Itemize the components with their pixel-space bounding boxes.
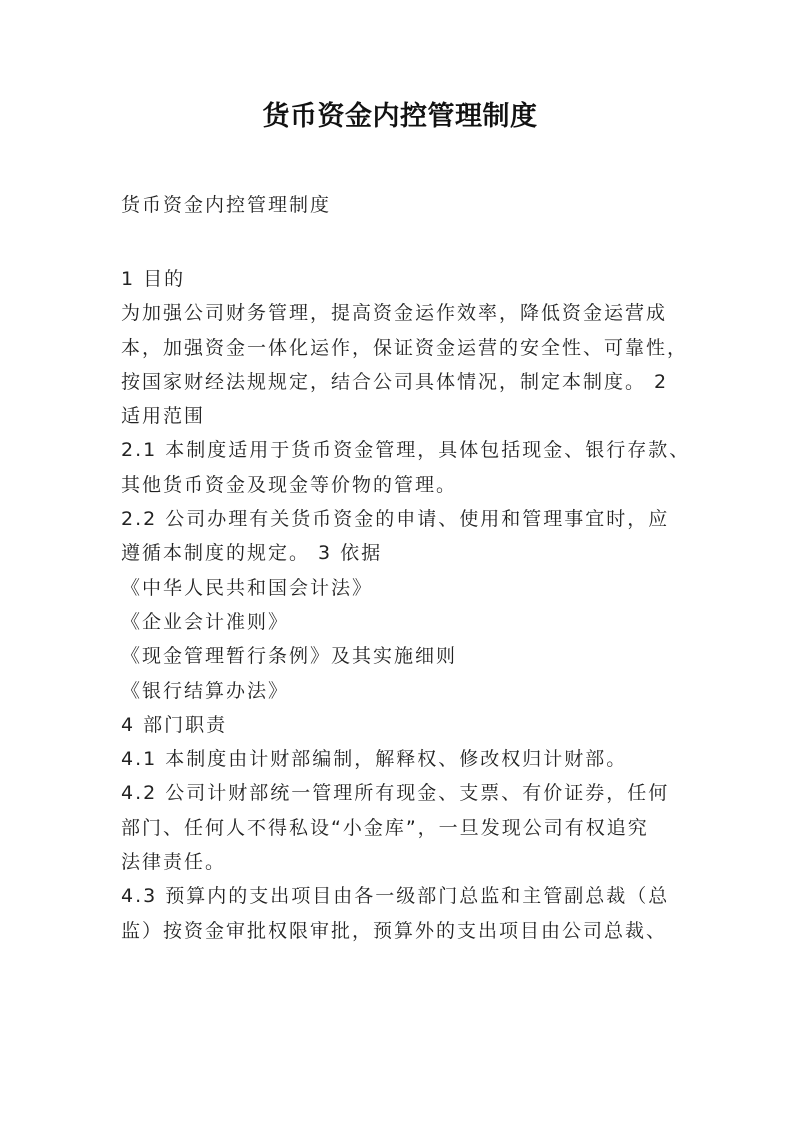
body-line: 2.1 本制度适用于货币资金管理，具体包括现金、银行存款、 (121, 439, 691, 462)
body-line: 部门、任何人不得私设“小金库”，一旦发现公司有权追究 (121, 816, 649, 839)
body-line: 《现金管理暂行条例》及其实施细则 (121, 645, 458, 668)
body-line: 按国家财经法规规定，结合公司具体情况，制定本制度。 2 (121, 370, 669, 393)
body-line: 《企业会计准则》 (121, 610, 290, 633)
body-line: 遵循本制度的规定。 3 依据 (121, 542, 383, 565)
document-body (121, 262, 701, 948)
document-title: 货币资金内控管理制度 (262, 101, 538, 132)
body-line: 4.3 预算内的支出项目由各一级部门总监和主管副总裁（总 (121, 885, 670, 908)
body-line: 4.2 公司计财部统一管理所有现金、支票、有价证券，任何 (121, 782, 670, 805)
body-line: 法律责任。 (121, 851, 227, 874)
body-line: 为加强公司财务管理，提高资金运作效率，降低资金运营成 (121, 302, 668, 325)
body-line: 适用范围 (121, 405, 206, 428)
body-line: 4.1 本制度由计财部编制，解释权、修改权归计财部。 (121, 748, 628, 771)
body-line: 本，加强资金一体化运作，保证资金运营的安全性、可靠性， (121, 336, 689, 359)
body-line: 2.2 公司办理有关货币资金的申请、使用和管理事宜时，应 (121, 508, 670, 531)
body-line: 4 部门职责 (121, 713, 228, 736)
body-line: 其他货币资金及现金等价物的管理。 (121, 473, 458, 496)
body-line: 1 目的 (121, 268, 186, 290)
body-line: 监）按资金审批权限审批，预算外的支出项目由公司总裁、 (121, 919, 668, 942)
document-subtitle: 货币资金内控管理制度 (121, 194, 332, 216)
body-line: 《银行结算办法》 (121, 679, 290, 702)
body-line: 《中华人民共和国会计法》 (121, 576, 374, 599)
